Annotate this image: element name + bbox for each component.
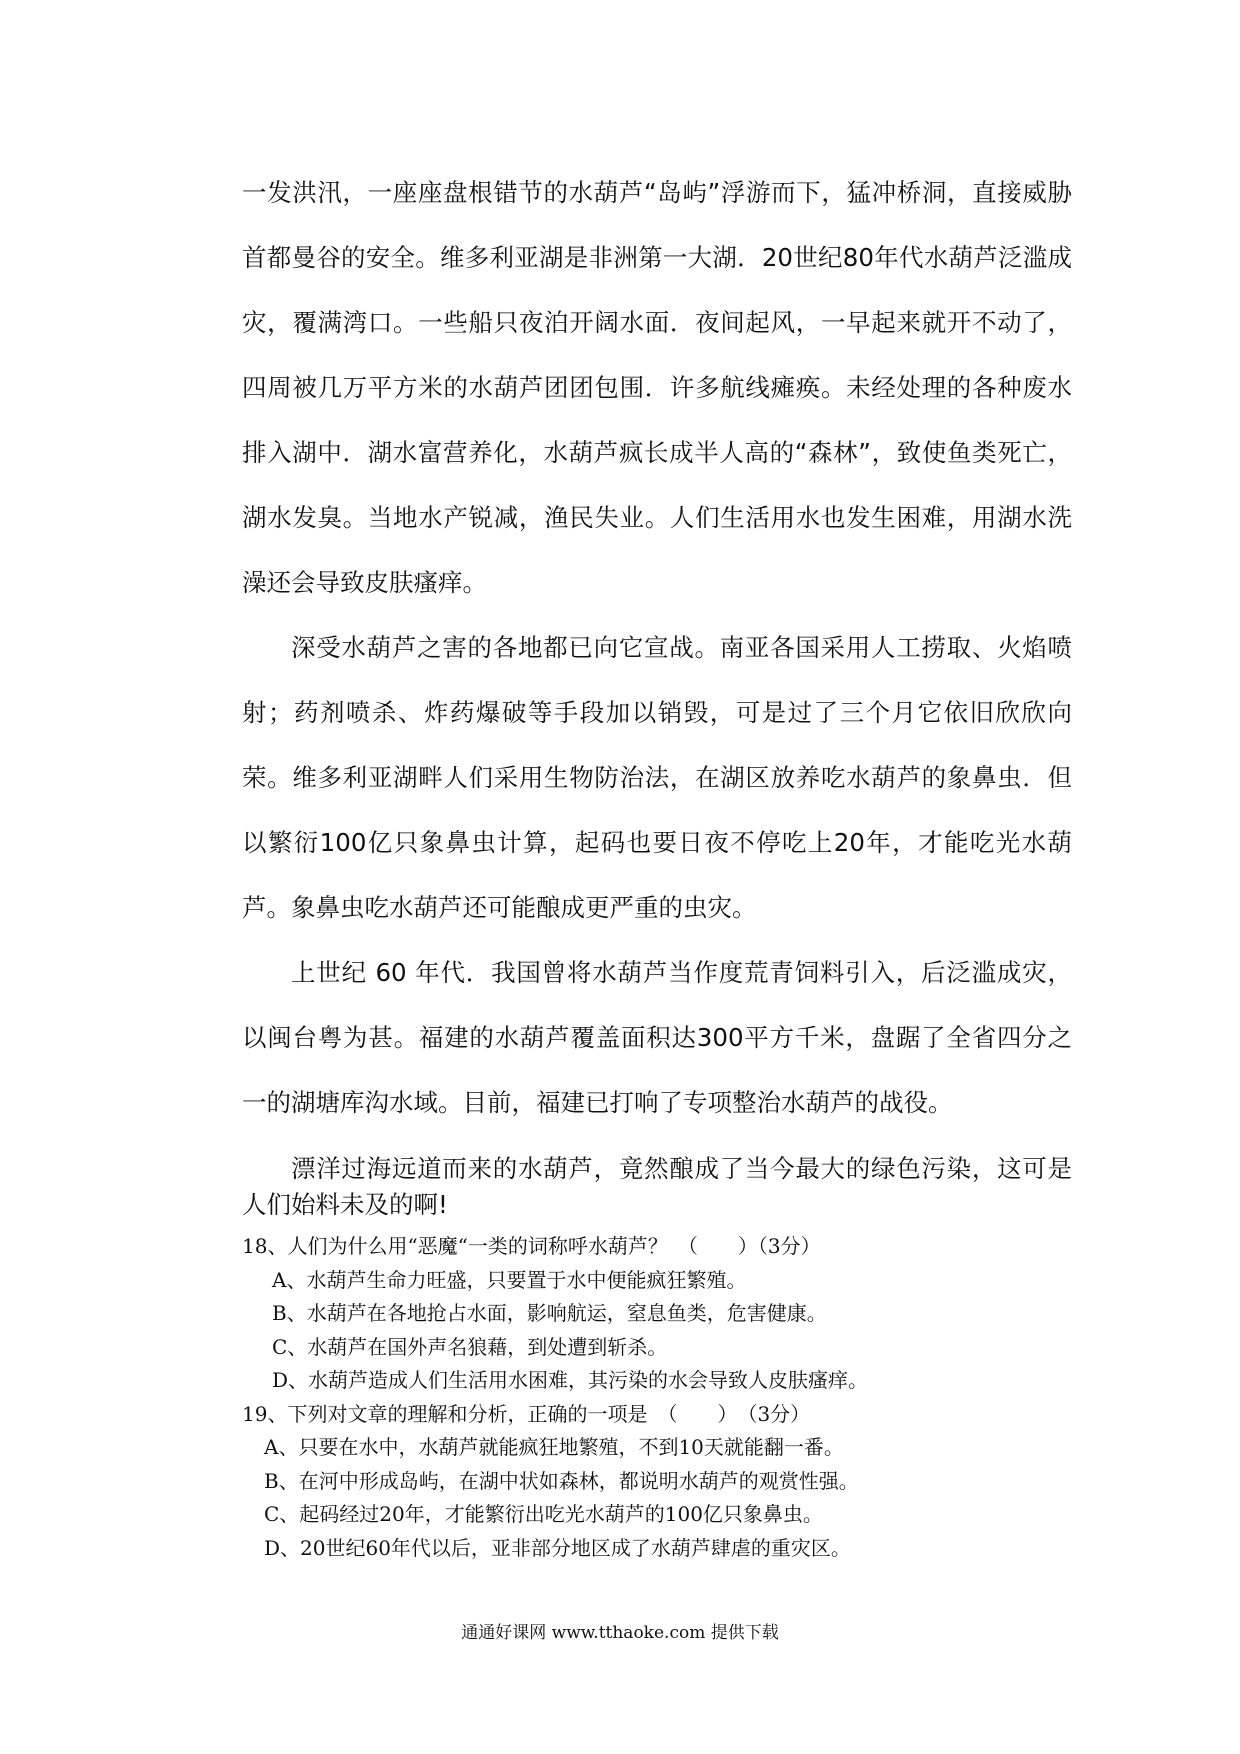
question-18-option-c: C、水葫芦在国外声名狼藉，到处遭到斩杀。 (272, 1334, 668, 1359)
question-18-stem: 18、人们为什么用“恶魔“一类的词称呼水葫芦？ （ ）（3分） (242, 1234, 821, 1258)
article-paragraph-1: 一发洪汛，一座座盘根错节的水葫芦“岛屿”浮游而下，猛冲桥洞，直接威胁首都曼谷的安全。维多利亚湖是非洲第一大湖．20世纪80年代水葫芦泛滥成灾，覆满湾口。一些船只夜泊开阔水面．夜间起风，一早起来就开不动了，四周被几万平方米的水葫芦团团包围．许多航线瘫痪。未经处理的各种废水排入湖中．湖水富营养化，水葫芦疯长成半人高的“森林”，致使鱼类死亡，湖水发臭。当地水产锐减，渔民失业。人们生活用水也发生困难，用湖水洗澡还会导致皮肤瘙痒。 (242, 178, 1072, 597)
article-paragraph-4: 漂洋过海远道而来的水葫芦，竟然酿成了当今最大的绿色污染，这可是人们始料未及的啊! (242, 1154, 1072, 1219)
question-19-option-a: A、只要在水中，水葫芦就能疯狂地繁殖，不到10天就能翻一番。 (264, 1435, 844, 1459)
question-19-option-d: D、20世纪60年代以后，亚非部分地区成了水葫芦肆虐的重灾区。 (264, 1535, 851, 1560)
question-section (242, 1230, 1102, 1565)
question-19 (242, 1398, 1102, 1566)
article-paragraph-3: 上世纪 60 年代．我国曾将水葫芦当作度荒青饲料引入，后泛滥成灾，以闽台粤为甚。福建的水葫芦覆盖面积达300平方千米，盘踞了全省四分之一的湖塘库沟水域。目前，福建已打响了专项整治水葫芦的战役。 (242, 958, 1072, 1117)
question-19-option-b: B、在河中形成岛屿，在湖中状如森林，都说明水葫芦的观赏性强。 (264, 1468, 859, 1493)
question-19-option-c: C、起码经过20年，才能繁衍出吃光水葫芦的100亿只象鼻虫。 (264, 1502, 823, 1526)
question-18 (242, 1230, 1102, 1398)
question-19-stem: 19、下列对文章的理解和分析，正确的一项是 （ ） （3分） (242, 1401, 811, 1426)
question-18-option-a: A、水葫芦生命力旺盛，只要置于水中便能疯狂繁殖。 (272, 1267, 747, 1292)
question-18-option-b: B、水葫芦在各地抢占水面，影响航运，窒息鱼类，危害健康。 (272, 1301, 827, 1325)
question-18-option-d: D、水葫芦造成人们生活用水困难，其污染的水会导致人皮肤瘙痒。 (272, 1368, 869, 1392)
page-footer: 通通好课网 www.tthaoke.com 提供下载 (461, 1623, 779, 1643)
article-body (242, 160, 1072, 1223)
article-paragraph-2: 深受水葫芦之害的各地都已向它宣战。南亚各国采用人工捞取、火焰喷射；药剂喷杀、炸药爆破等手段加以销毁，可是过了三个月它依旧欣欣向荣。维多利亚湖畔人们采用生物防治法，在湖区放养吃水葫芦的象鼻虫．但以繁衍100亿只象鼻虫计算，起码也要日夜不停吃上20年，才能吃光水葫芦。象鼻虫吃水葫芦还可能酿成更严重的虫灾。 (242, 633, 1072, 922)
